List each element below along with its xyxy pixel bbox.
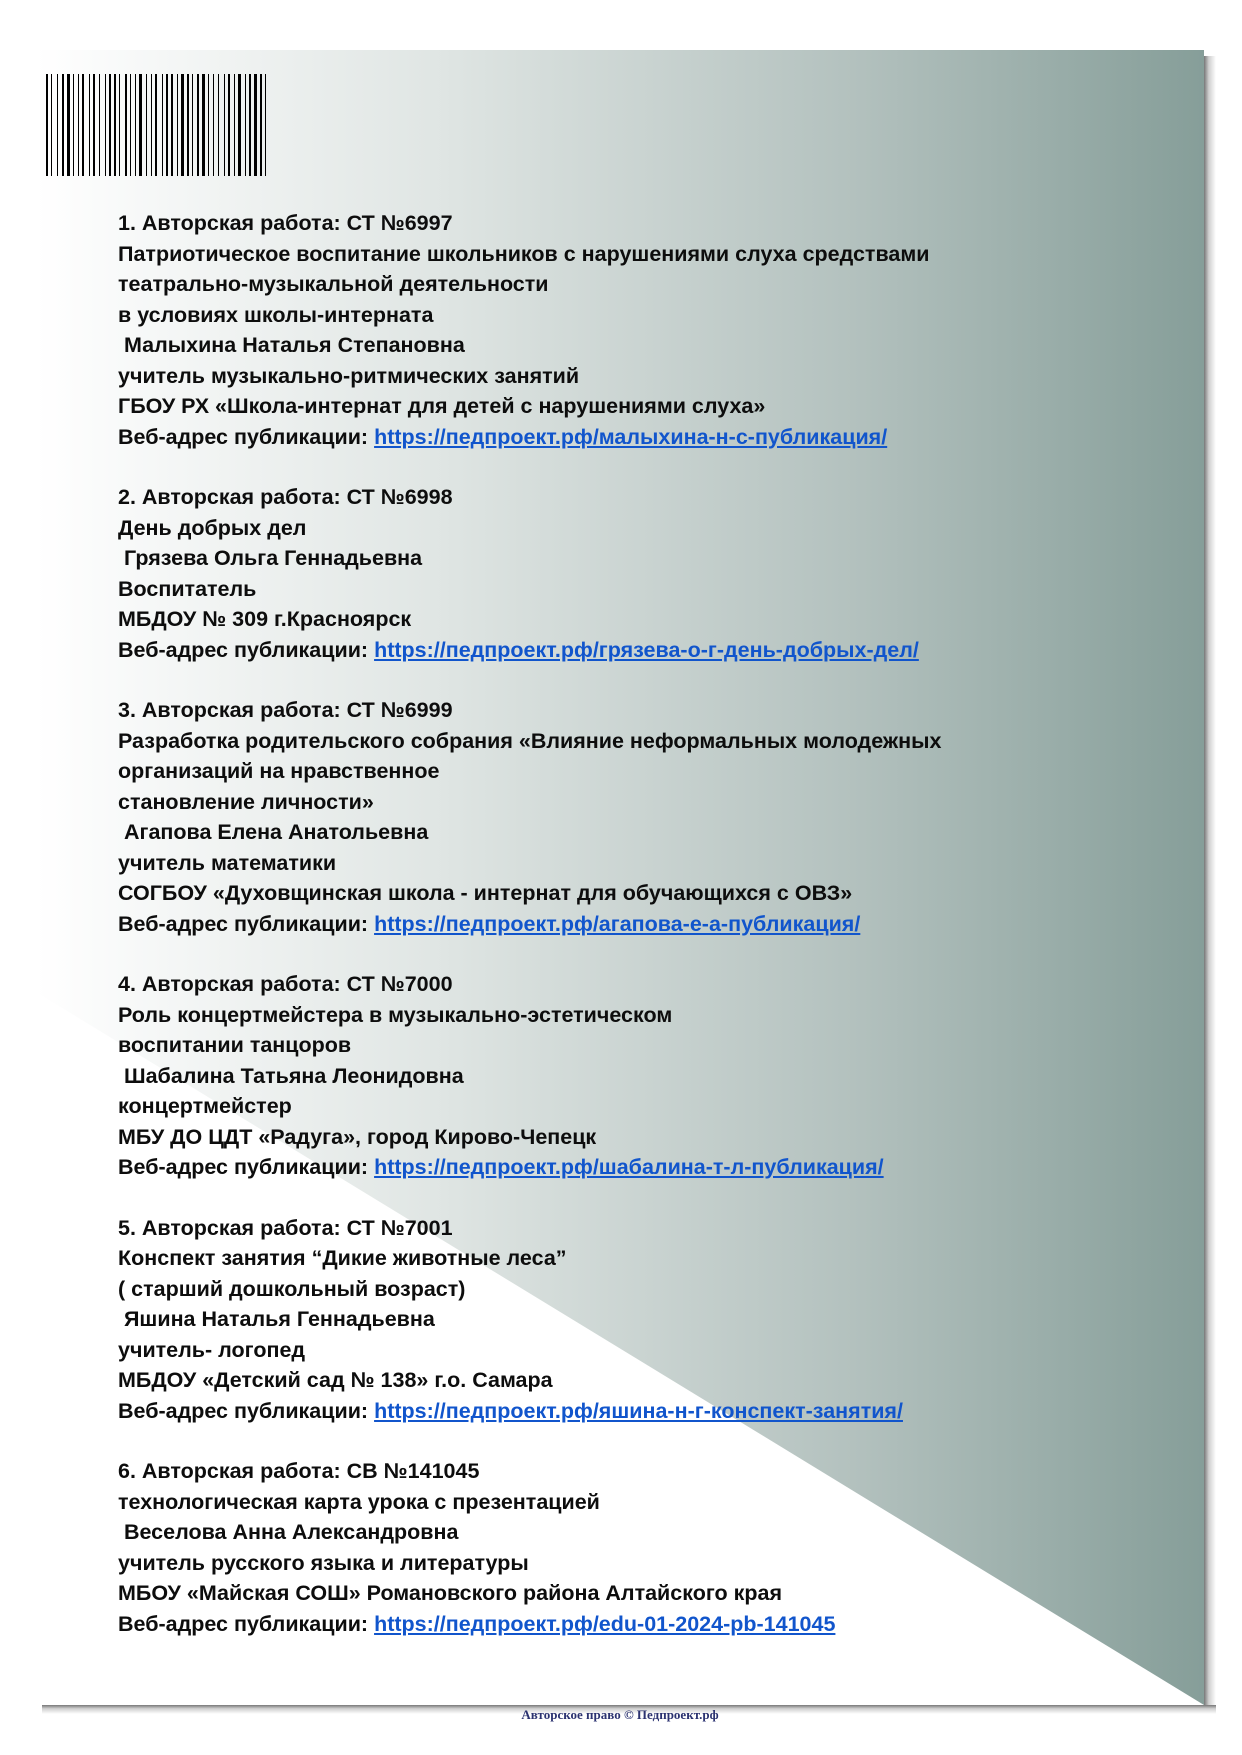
entry-text-line: ГБОУ РХ «Школа-интернат для детей с нарушениями слуха» (118, 394, 766, 418)
entry-text-line: Разработка родительского собрания «Влияние неформальных молодежных (118, 728, 942, 753)
publication-link[interactable]: https://педпроект.рф/грязева-о-г-день-добрых-дел/ (374, 637, 919, 662)
entry-text-line: становление личности» (118, 789, 374, 814)
entry-text-line: МБОУ «Майская СОШ» Романовского района Алтайского края (118, 1581, 783, 1605)
publication-link[interactable]: https://педпроект.рф/шабалина-т-л-публикация/ (374, 1155, 884, 1179)
publication-url-label: Веб-адрес публикации: (118, 637, 375, 662)
publication-entry (118, 695, 1178, 939)
entry-text-line: МБУ ДО ЦДТ «Радуга», город Кирово-Чепецк (118, 1124, 597, 1149)
entry-text-line: технологическая карта урока с презентацией (118, 1489, 600, 1514)
entry-text-line: учитель русского языка и литературы (118, 1550, 529, 1575)
entry-text-line: МБДОУ № 309 г.Красноярск (118, 607, 412, 631)
entry-title: 6. Авторская работа: СВ №141045 (118, 1459, 480, 1483)
publication-url-line (118, 1152, 1178, 1183)
entry-text-line: СОГБОУ «Духовщинская школа - интернат для обучающихся с ОВЗ» (118, 881, 853, 905)
document-page (36, 50, 1204, 1722)
entry-text-line: Патриотическое воспитание школьников с нарушениями слуха средствами (118, 241, 930, 266)
publication-entry (118, 208, 1178, 452)
publication-url-label: Веб-адрес публикации: (118, 424, 375, 449)
publication-entry (118, 969, 1178, 1183)
page-shadow-right (1204, 56, 1216, 1711)
entry-text-line: организаций на нравственное (118, 759, 440, 783)
entry-title: 3. Авторская работа: СТ №6999 (118, 698, 453, 722)
entry-text-line: Веселова Анна Александровна (118, 1520, 459, 1544)
publication-url-label: Веб-адрес публикации: (118, 1155, 375, 1179)
entry-title: 4. Авторская работа: СТ №7000 (118, 972, 453, 996)
publication-entry (118, 1456, 1178, 1639)
copyright-footer: Авторское право © Педпроект.рф (521, 1707, 719, 1722)
entry-text-line: Яшина Наталья Геннадьевна (118, 1307, 435, 1331)
entry-text-line: театрально-музыкальной деятельности (118, 272, 549, 296)
entry-title: 2. Авторская работа: СТ №6998 (118, 485, 453, 509)
entry-text-line: Шабалина Татьяна Леонидовна (118, 1063, 464, 1088)
entry-text-line: в условиях школы-интерната (118, 302, 434, 327)
entry-text-line: Роль концертмейстера в музыкально-эстетическом (118, 1002, 673, 1027)
publication-link[interactable]: https://педпроект.рф/малыхина-н-с-публикация/ (374, 424, 888, 449)
publication-url-line (118, 422, 1178, 453)
entry-text-line: учитель- логопед (118, 1337, 306, 1362)
entry-text-line: МБДОУ «Детский сад № 138» г.о. Самара (118, 1368, 553, 1392)
barcode-icon (44, 74, 396, 176)
publication-entry (118, 1213, 1178, 1427)
entry-text-line: Воспитатель (118, 576, 257, 601)
publication-link[interactable]: https://педпроект.рф/агапова-е-а-публикация/ (374, 911, 861, 936)
entry-text-line: Конспект занятия “Дикие животные леса” (118, 1246, 567, 1270)
entry-text-line: воспитании танцоров (118, 1033, 352, 1057)
publication-url-line (118, 1609, 1178, 1640)
publication-link[interactable]: https://педпроект.рф/edu-01-2024-pb-141045 (374, 1611, 836, 1636)
publication-url-line (118, 909, 1178, 940)
entry-title: 1. Авторская работа: СТ №6997 (118, 211, 453, 235)
publication-list (118, 208, 1178, 1669)
publication-url-label: Веб-адрес публикации: (118, 1398, 375, 1423)
publication-link[interactable]: https://педпроект.рф/яшина-н-г-конспект-занятия/ (374, 1398, 903, 1423)
publication-entry (118, 482, 1178, 665)
publication-url-label: Веб-адрес публикации: (118, 1611, 375, 1636)
entry-text-line: концертмейстер (118, 1094, 292, 1118)
entry-title: 5. Авторская работа: СТ №7001 (118, 1215, 453, 1240)
entry-text-line: Агапова Елена Анатольевна (118, 820, 429, 844)
entry-text-line: учитель музыкально-ритмических занятий (118, 363, 580, 388)
entry-text-line: ( старший дошкольный возраст) (118, 1276, 466, 1301)
publication-url-label: Веб-адрес публикации: (118, 911, 375, 936)
entry-text-line: День добрых дел (118, 515, 307, 540)
entry-text-line: Малыхина Наталья Степановна (118, 333, 465, 357)
entry-text-line: Грязева Ольга Геннадьевна (118, 546, 423, 570)
publication-url-line (118, 635, 1178, 666)
entry-text-line: учитель математики (118, 850, 337, 875)
publication-url-line (118, 1396, 1178, 1427)
